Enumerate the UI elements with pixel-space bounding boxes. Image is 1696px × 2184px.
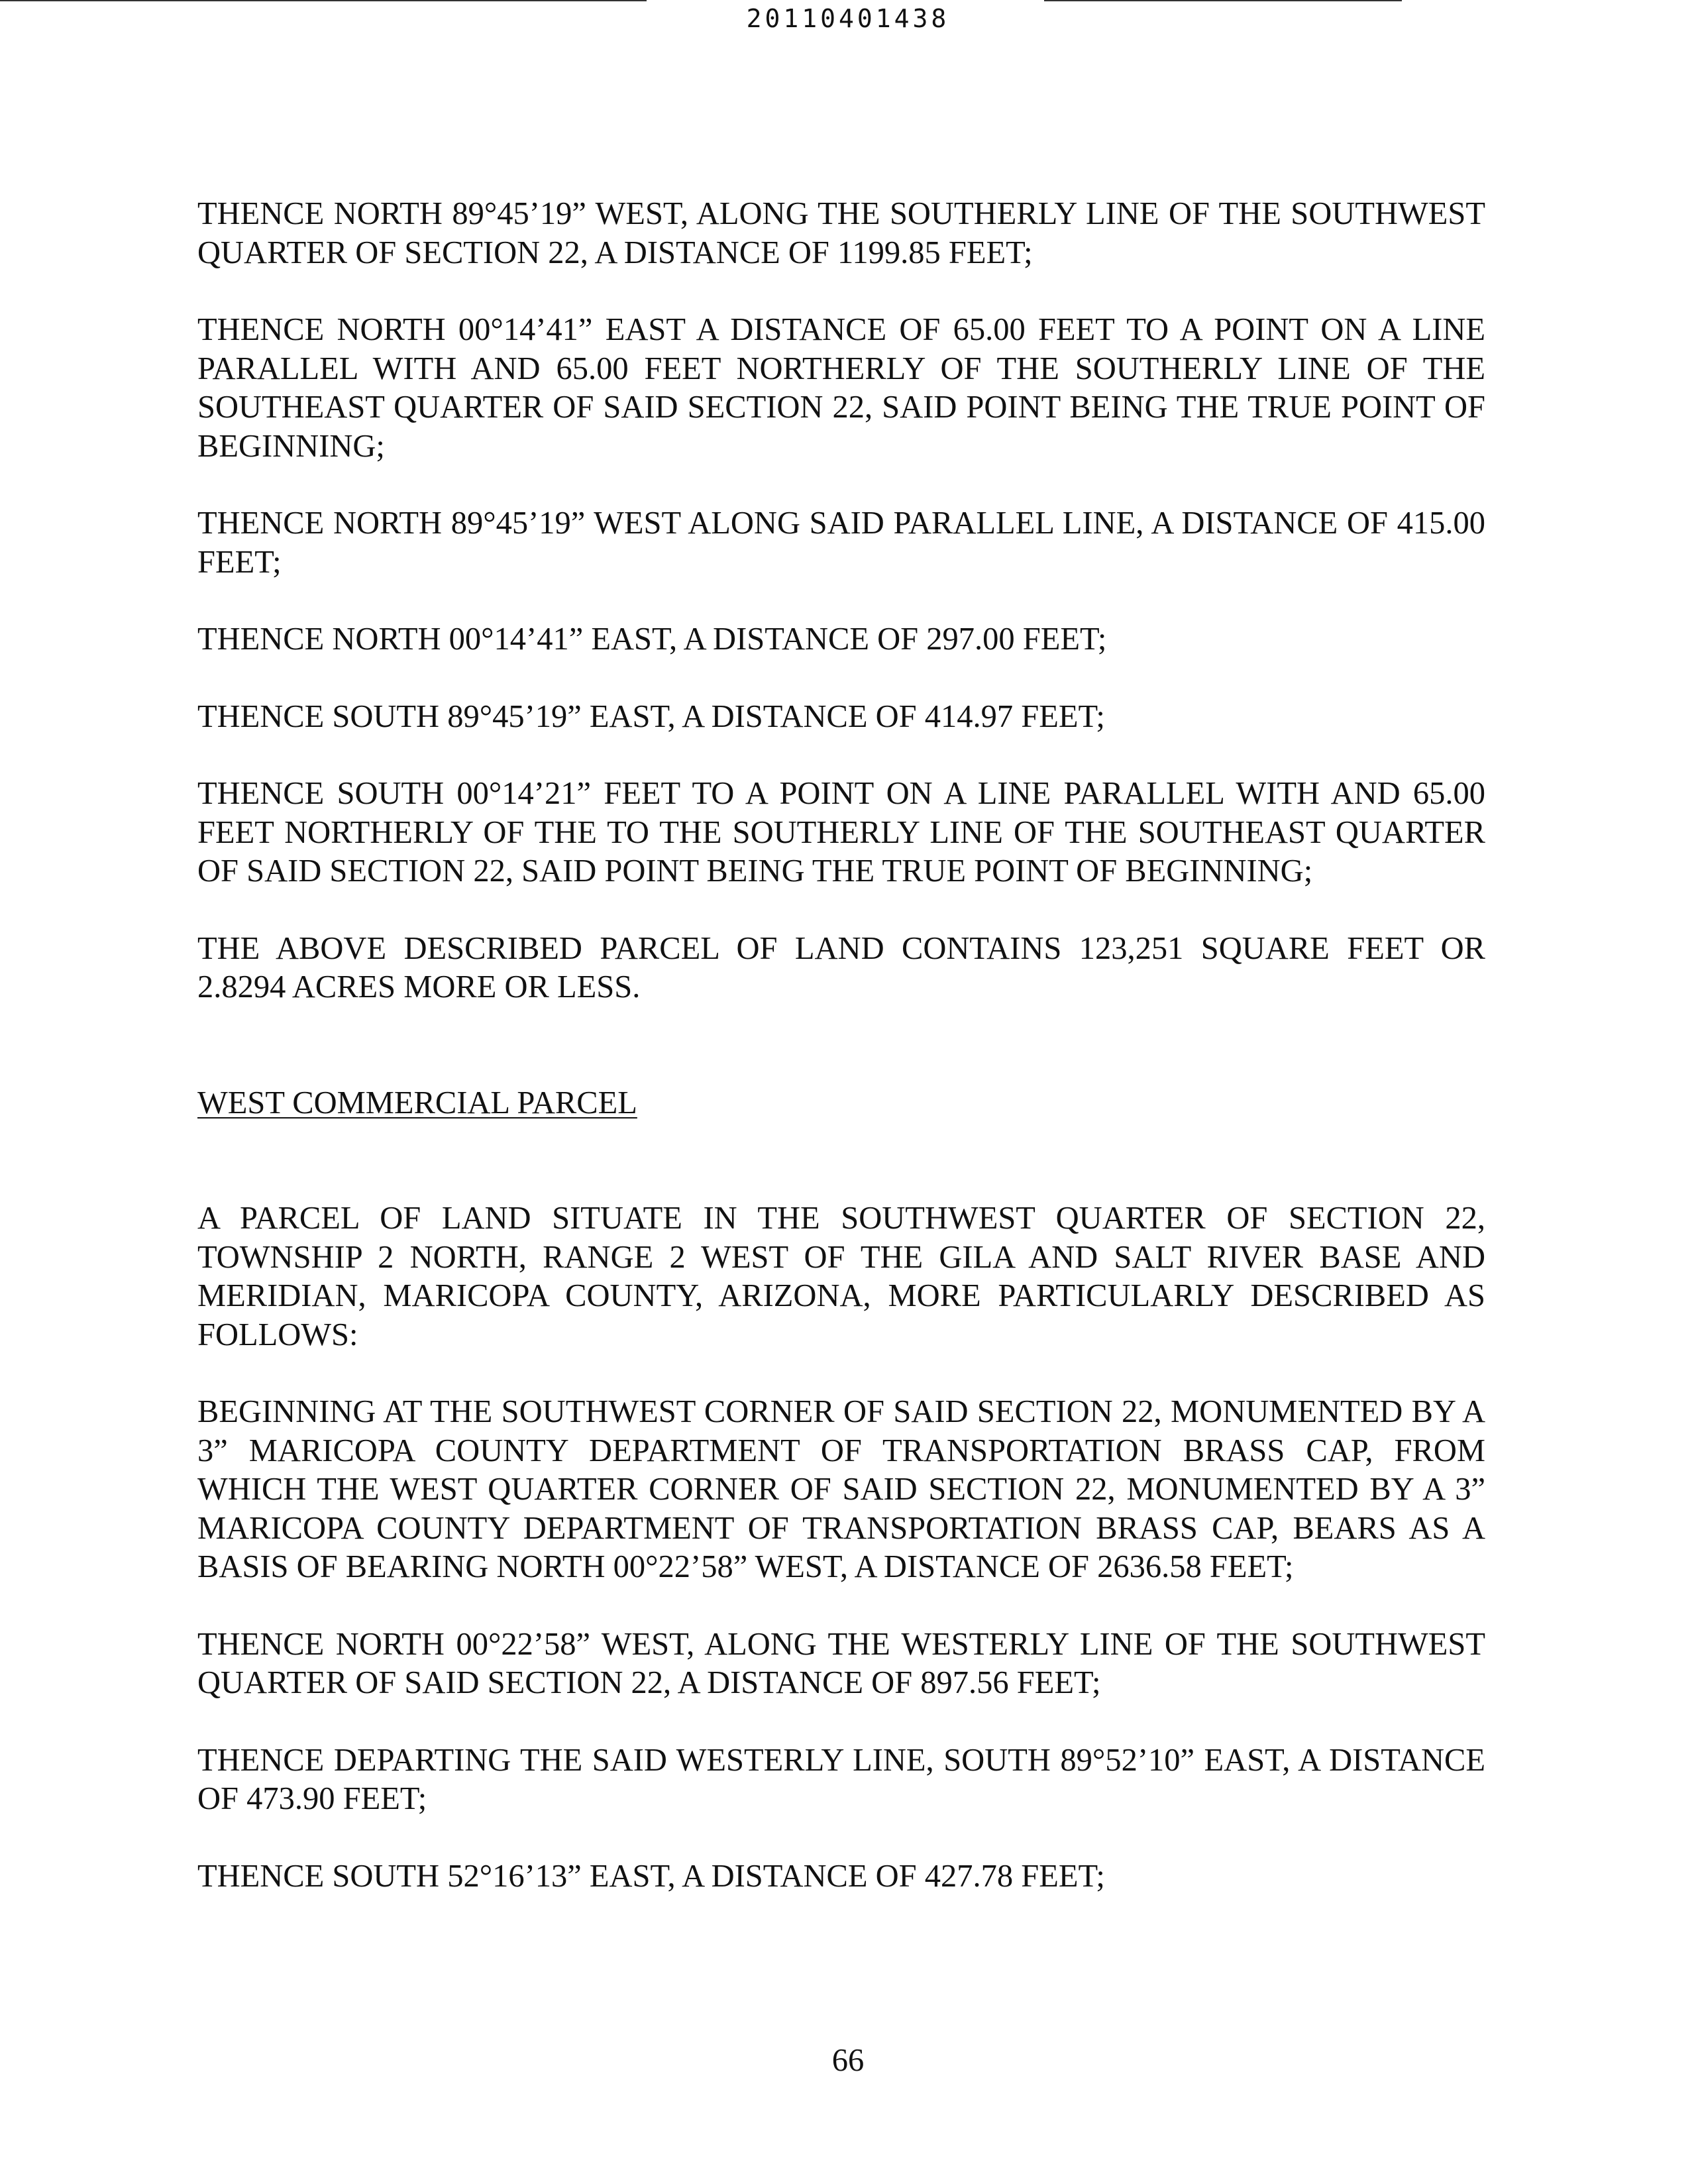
section-heading: WEST COMMERCIAL PARCEL xyxy=(197,1085,637,1120)
page-number: 66 xyxy=(831,2043,865,2078)
document-number: 20110401438 xyxy=(746,4,950,33)
paragraph-thence-3: THENCE NORTH 89°45’19” WEST ALONG SAID PARALLEL LINE, A DISTANCE OF 415.00 FEET; xyxy=(197,506,1485,580)
paragraph-parcel-description: A PARCEL OF LAND SITUATE IN THE SOUTHWEST QUARTER OF SECTION 22, TOWNSHIP 2 NORTH, RANGE 2 WEST OF THE GILA AND SALT RIVER BASE AND MERIDIAN, MARICOPA COUNTY, ARIZONA, MORE PARTICULARLY DESCRIBED AS FOLLOWS: xyxy=(197,1201,1485,1352)
paragraph-thence-9: THENCE SOUTH 52°16’13” EAST, A DISTANCE OF 427.78 FEET; xyxy=(197,1858,1105,1894)
paragraph-beginning: BEGINNING AT THE SOUTHWEST CORNER OF SAID SECTION 22, MONUMENTED BY A 3” MARICOPA COUNTY DEPARTMENT OF TRANSPORTATION BRASS CAP, FROM WHICH THE WEST QUARTER CORNER OF SAID SECTION 22, MONUMENTED BY A 3” MARICOPA COUNTY DEPARTMENT OF TRANSPORTATION BRASS CAP, BEARS AS A BASIS OF BEARING NORTH 00°22’58” WEST, A DISTANCE OF 2636.58 FEET; xyxy=(197,1394,1485,1584)
header-rule-right xyxy=(1044,0,1402,1)
paragraph-thence-8: THENCE DEPARTING THE SAID WESTERLY LINE, SOUTH 89°52’10” EAST, A DISTANCE OF 473.90 FEET; xyxy=(197,1742,1485,1816)
paragraph-thence-7: THENCE NORTH 00°22’58” WEST, ALONG THE WESTERLY LINE OF THE SOUTHWEST QUARTER OF SAID SECTION 22, A DISTANCE OF 897.56 FEET; xyxy=(197,1626,1485,1700)
paragraph-thence-1: THENCE NORTH 89°45’19” WEST, ALONG THE SOUTHERLY LINE OF THE SOUTHWEST QUARTER OF SECTION 22, A DISTANCE OF 1199.85 FEET; xyxy=(197,196,1485,270)
paragraph-thence-5: THENCE SOUTH 89°45’19” EAST, A DISTANCE OF 414.97 FEET; xyxy=(197,698,1105,734)
page-content xyxy=(197,195,1485,1896)
paragraph-thence-6: THENCE SOUTH 00°14’21” FEET TO A POINT ON A LINE PARALLEL WITH AND 65.00 FEET NORTHERLY OF THE TO THE SOUTHERLY LINE OF THE SOUTHEAST QUARTER OF SAID SECTION 22, SAID POINT BEING THE TRUE POINT OF BEGINNING; xyxy=(197,776,1485,889)
paragraph-thence-2: THENCE NORTH 00°14’41” EAST A DISTANCE OF 65.00 FEET TO A POINT ON A LINE PARALLEL WITH AND 65.00 FEET NORTHERLY OF THE SOUTHERLY LINE OF THE SOUTHEAST QUARTER OF SAID SECTION 22, SAID POINT BEING THE TRUE POINT OF BEGINNING; xyxy=(197,312,1485,464)
paragraph-area-summary: THE ABOVE DESCRIBED PARCEL OF LAND CONTAINS 123,251 SQUARE FEET OR 2.8294 ACRES MORE OR LESS. xyxy=(197,930,1485,1005)
paragraph-thence-4: THENCE NORTH 00°14’41” EAST, A DISTANCE OF 297.00 FEET; xyxy=(197,622,1107,657)
header-rule-left xyxy=(0,0,647,1)
